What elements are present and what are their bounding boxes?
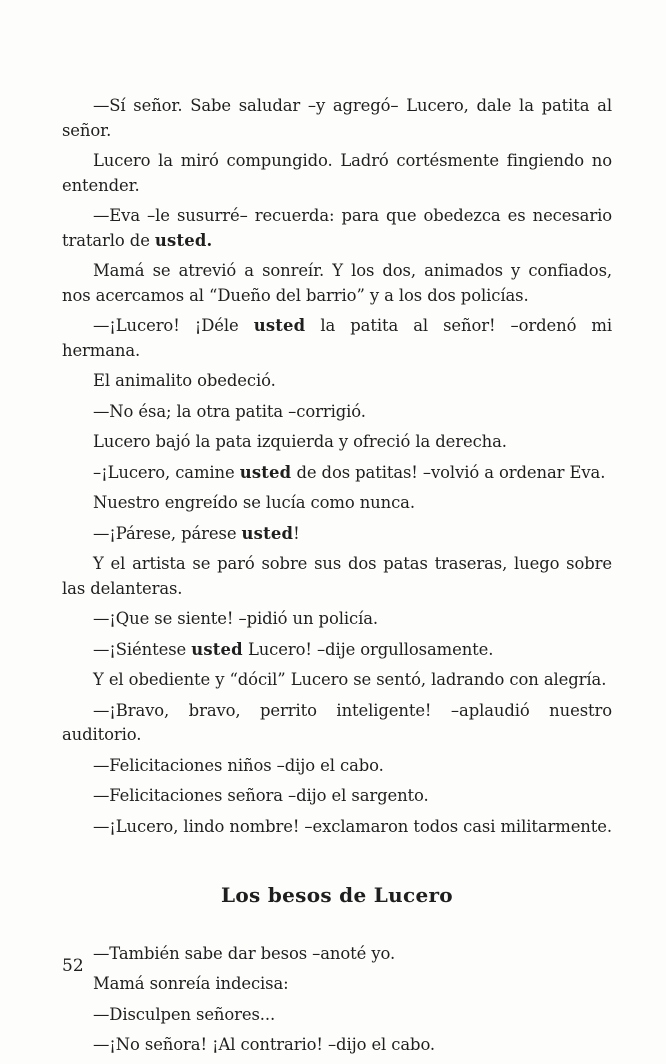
paragraph xyxy=(62,784,612,809)
text-run: Y el obediente y “dócil” Lucero se sentó, ladrando con alegría. xyxy=(93,670,607,689)
paragraph xyxy=(62,1003,612,1028)
paragraph xyxy=(62,815,612,840)
text-run: —¡Siéntese xyxy=(93,639,192,659)
text-run: —Felicitaciones señora –dijo el sargento. xyxy=(93,786,429,805)
paragraph xyxy=(62,400,612,425)
page-number: 52 xyxy=(62,956,84,976)
text-run: –¡Lucero, camine xyxy=(93,462,240,482)
emphasized-text: usted. xyxy=(154,230,213,250)
emphasized-text: usted xyxy=(253,316,306,335)
text-run: —Eva –le susurré– recuerda: para que obedezca es necesario tratarlo de xyxy=(62,206,612,250)
text-run: Mamá se atrevió a sonreír. Y los dos, animados y confiados, nos acercamos al “Dueño del barrio” y a los dos policías. xyxy=(62,261,612,305)
page-body xyxy=(62,94,612,1064)
paragraph xyxy=(62,552,612,601)
paragraph xyxy=(62,491,612,516)
paragraph xyxy=(62,369,612,394)
emphasized-text: usted xyxy=(191,639,243,659)
text-run: —Disculpen señores... xyxy=(93,1004,276,1024)
text-run: Lucero bajó la pata izquierda y ofreció la derecha. xyxy=(93,432,507,451)
emphasized-text: usted xyxy=(239,462,292,482)
text-run: —¡Lucero, lindo nombre! –exclamaron todos casi militarmente. xyxy=(93,816,612,836)
text-run: —Felicitaciones niños –dijo el cabo. xyxy=(93,755,384,775)
paragraph xyxy=(62,942,612,967)
paragraph xyxy=(62,149,612,198)
text-run: Y el artista se paró sobre sus dos patas traseras, luego sobre las delanteras. xyxy=(62,554,612,598)
paragraph xyxy=(62,638,612,663)
text-run: —¡Que se siente! –pidió un policía. xyxy=(93,609,379,628)
text-run: —¡Párese, párese xyxy=(93,523,242,543)
text-run: —No ésa; la otra patita –corrigió. xyxy=(93,401,366,421)
emphasized-text: usted xyxy=(241,523,294,543)
text-run: —¡Lucero! ¡Déle xyxy=(93,316,254,335)
paragraph xyxy=(62,699,612,748)
text-run: —Sí señor. Sabe saludar –y agregó– Lucero, dale la patita al señor. xyxy=(62,96,612,140)
paragraph xyxy=(62,461,612,486)
text-run: —¡No señora! ¡Al contrario! –dijo el cabo. xyxy=(93,1035,436,1054)
text-run: ! xyxy=(293,523,300,543)
text-run: Lucero! –dije orgullosamente. xyxy=(242,639,494,659)
text-run: Mamá sonreía indecisa: xyxy=(93,974,289,993)
paragraph xyxy=(62,94,612,143)
paragraph xyxy=(62,430,612,455)
paragraph xyxy=(62,972,612,997)
text-run: de dos patitas! –volvió a ordenar Eva. xyxy=(291,462,606,482)
paragraph xyxy=(62,1033,612,1058)
text-run: —También sabe dar besos –anoté yo. xyxy=(93,943,396,963)
paragraph xyxy=(62,314,612,363)
text-run: —¡Bravo, bravo, perrito inteligente! –aplaudió nuestro auditorio. xyxy=(62,700,612,744)
paragraph xyxy=(62,754,612,779)
text-run: Lucero la miró compungido. Ladró cortésmente fingiendo no entender. xyxy=(62,151,612,195)
text-run: Nuestro engreído se lucía como nunca. xyxy=(93,493,415,512)
paragraph xyxy=(62,668,612,693)
text-run: El animalito obedeció. xyxy=(93,371,276,390)
paragraph xyxy=(62,259,612,308)
section-title: Los besos de Lucero xyxy=(221,883,453,907)
paragraph-list xyxy=(62,94,612,839)
text-run: la patita al señor! –ordenó mi hermana. xyxy=(62,316,613,360)
paragraph xyxy=(62,204,612,253)
paragraph xyxy=(62,607,612,632)
paragraph xyxy=(62,522,612,547)
